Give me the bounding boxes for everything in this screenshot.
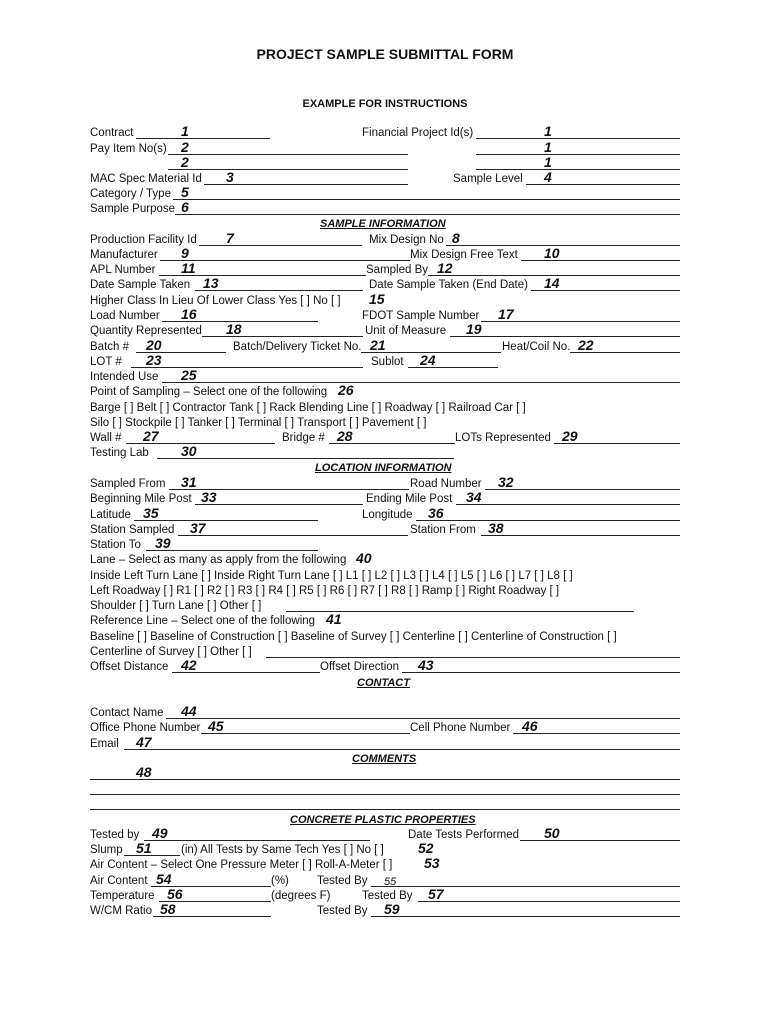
- unit-of-measure-label: Unit of Measure: [365, 325, 447, 337]
- pay-item-field[interactable]: [168, 154, 408, 155]
- field-number-20: 20: [146, 337, 162, 353]
- manufacturer-label: Manufacturer: [90, 249, 158, 261]
- contract-field[interactable]: [136, 138, 270, 139]
- apl-number-label: APL Number: [90, 264, 156, 276]
- cell-phone-label: Cell Phone Number: [410, 722, 511, 734]
- wcm-tested-by-field[interactable]: [371, 916, 680, 917]
- manufacturer-field[interactable]: [160, 260, 410, 261]
- temp-tested-by-label: Tested By: [362, 890, 413, 902]
- date-tests-performed-label: Date Tests Performed: [408, 829, 520, 841]
- batch-delivery-ticket-label: Batch/Delivery Ticket No.: [233, 341, 362, 353]
- lot-no-label: LOT #: [90, 356, 122, 368]
- offset-distance-label: Offset Distance: [90, 661, 169, 673]
- field-number-11: 11: [181, 260, 196, 276]
- station-from-field[interactable]: [481, 535, 680, 536]
- tested-by-field[interactable]: [144, 840, 370, 841]
- contract-label: Contract: [90, 127, 134, 139]
- financial-project-ids-field-3[interactable]: [476, 169, 680, 170]
- ending-mile-post-label: Ending Mile Post: [366, 493, 453, 505]
- field-number-34: 34: [466, 489, 482, 505]
- field-number-40: 40: [356, 550, 372, 566]
- temp-tested-by-field[interactable]: [418, 901, 680, 902]
- production-facility-label: Production Facility Id: [90, 234, 197, 246]
- reference-line-label: Reference Line – Select one of the following: [90, 615, 316, 627]
- field-number-22: 22: [578, 337, 594, 353]
- field-number-41: 41: [326, 611, 342, 627]
- load-number-label: Load Number: [90, 310, 160, 322]
- sample-level-label: Sample Level: [453, 173, 523, 185]
- ending-mile-post-field[interactable]: [456, 504, 680, 505]
- wcm-tested-by-label: Tested By: [317, 905, 368, 917]
- office-phone-label: Office Phone Number: [90, 722, 201, 734]
- field-number-51: 51: [136, 840, 152, 856]
- section-location-information: LOCATION INFORMATION: [315, 462, 452, 474]
- field-number-4: 4: [544, 169, 552, 185]
- temperature-label: Temperature: [90, 890, 155, 902]
- field-number-35: 35: [143, 505, 159, 521]
- field-number-57: 57: [428, 886, 444, 902]
- reference-options-row-1[interactable]: Baseline [ ] Baseline of Construction [ ] Baseline of Survey [ ] Centerline [ ] Centerline of Construction [ ]: [90, 631, 617, 643]
- field-number-55: 55: [384, 876, 397, 888]
- testing-lab-field[interactable]: [157, 458, 454, 459]
- field-number-1: 1: [544, 154, 552, 170]
- field-number-8: 8: [452, 230, 460, 246]
- field-number-1: 1: [544, 139, 552, 155]
- field-number-39: 39: [155, 535, 171, 551]
- field-number-50: 50: [544, 825, 560, 841]
- email-field[interactable]: [124, 749, 680, 750]
- office-phone-field[interactable]: [201, 733, 410, 734]
- field-number-16: 16: [181, 306, 197, 322]
- date-sample-taken-label: Date Sample Taken: [90, 279, 191, 291]
- latitude-label: Latitude: [90, 509, 131, 521]
- sampled-from-label: Sampled From: [90, 478, 166, 490]
- intended-use-field[interactable]: [162, 382, 680, 383]
- latitude-field[interactable]: [134, 520, 318, 521]
- air-content-label: Air Content: [90, 875, 148, 887]
- field-number-36: 36: [428, 505, 444, 521]
- field-number-7: 7: [226, 230, 234, 246]
- field-number-1: 1: [544, 123, 552, 139]
- field-number-45: 45: [208, 718, 224, 734]
- intended-use-label: Intended Use: [90, 371, 159, 383]
- beginning-mile-post-field[interactable]: [195, 504, 363, 505]
- financial-project-ids-field[interactable]: [476, 138, 680, 139]
- longitude-field[interactable]: [416, 520, 680, 521]
- field-number-56: 56: [167, 886, 183, 902]
- tested-by-label: Tested by: [90, 829, 140, 841]
- field-number-5: 5: [181, 184, 189, 200]
- comments-line-1[interactable]: [90, 779, 680, 780]
- reference-other-field[interactable]: [266, 657, 680, 658]
- section-comments: COMMENTS: [352, 753, 417, 765]
- field-number-38: 38: [488, 520, 504, 536]
- field-number-2: 2: [181, 139, 189, 155]
- contact-name-label: Contact Name: [90, 707, 164, 719]
- station-sampled-label: Station Sampled: [90, 524, 175, 536]
- field-number-27: 27: [143, 428, 159, 444]
- road-number-field[interactable]: [485, 489, 680, 490]
- cell-phone-field[interactable]: [513, 733, 680, 734]
- form-subtitle: EXAMPLE FOR INSTRUCTIONS: [302, 98, 468, 110]
- section-concrete-plastic-properties: CONCRETE PLASTIC PROPERTIES: [290, 814, 476, 826]
- sample-purpose-label: Sample Purpose: [90, 203, 176, 215]
- field-number-46: 46: [522, 718, 538, 734]
- field-number-47: 47: [136, 734, 152, 750]
- mac-spec-label: MAC Spec Material Id: [90, 173, 202, 185]
- mix-design-no-label: Mix Design No: [369, 234, 444, 246]
- field-number-3: 3: [226, 169, 234, 185]
- field-number-1: 1: [181, 123, 189, 139]
- date-sample-taken-end-label: Date Sample Taken (End Date): [369, 279, 528, 291]
- reference-options-row-2[interactable]: Centerline of Survey [ ] Other [ ]: [90, 646, 252, 658]
- field-number-30: 30: [181, 443, 197, 459]
- field-number-18: 18: [226, 321, 242, 337]
- field-number-53: 53: [424, 855, 440, 871]
- beginning-mile-post-label: Beginning Mile Post: [90, 493, 192, 505]
- financial-project-ids-label: Financial Project Id(s): [362, 127, 474, 139]
- point-of-sampling-label: Point of Sampling – Select one of the following: [90, 386, 328, 398]
- offset-direction-field[interactable]: [402, 672, 680, 673]
- station-to-field[interactable]: [146, 550, 318, 551]
- sampling-options-row-1[interactable]: Barge [ ] Belt [ ] Contractor Tank [ ] Rack Blending Line [ ] Roadway [ ] Railroad Car [ ]: [90, 402, 526, 414]
- field-number-17: 17: [498, 306, 514, 322]
- pay-item-label: Pay Item No(s): [90, 143, 167, 155]
- production-facility-field[interactable]: [199, 245, 362, 246]
- field-number-15: 15: [369, 291, 385, 307]
- lane-options-row-1[interactable]: Inside Left Turn Lane [ ] Inside Right Turn Lane [ ] L1 [ ] L2 [ ] L3 [ ] L4 [ ] L5 [ ] L6 [ ] L7 [ ] L8 [ ]: [90, 570, 573, 582]
- air-content-unit: (%): [271, 875, 289, 887]
- comments-line-3[interactable]: [90, 809, 680, 810]
- comments-line-2[interactable]: [90, 794, 680, 795]
- longitude-label: Longitude: [362, 509, 413, 521]
- field-number-23: 23: [146, 352, 162, 368]
- fdot-sample-number-label: FDOT Sample Number: [362, 310, 480, 322]
- category-type-label: Category / Type: [90, 188, 171, 200]
- mac-spec-field[interactable]: [204, 184, 408, 185]
- field-number-26: 26: [338, 382, 354, 398]
- mix-design-no-field[interactable]: [446, 245, 680, 246]
- field-number-49: 49: [152, 825, 168, 841]
- lane-select-label: Lane – Select as many as apply from the following: [90, 554, 347, 566]
- field-number-25: 25: [181, 367, 197, 383]
- lane-options-row-3[interactable]: Shoulder [ ] Turn Lane [ ] Other [ ]: [90, 600, 262, 612]
- field-number-24: 24: [420, 352, 436, 368]
- station-from-label: Station From: [410, 524, 476, 536]
- offset-direction-label: Offset Direction: [320, 661, 400, 673]
- slump-field[interactable]: [124, 855, 180, 856]
- field-number-54: 54: [156, 871, 172, 887]
- field-number-9: 9: [181, 245, 189, 261]
- wcm-ratio-label: W/CM Ratio: [90, 905, 152, 917]
- field-number-2: 2: [181, 154, 189, 170]
- section-sample-information: SAMPLE INFORMATION: [320, 218, 446, 230]
- financial-project-ids-field-2[interactable]: [476, 154, 680, 155]
- section-contact: CONTACT: [357, 677, 410, 689]
- unit-of-measure-field[interactable]: [450, 336, 680, 337]
- field-number-31: 31: [181, 474, 197, 490]
- field-number-28: 28: [337, 428, 353, 444]
- batch-no-label: Batch #: [90, 341, 129, 353]
- heat-coil-no-label: Heat/Coil No.: [502, 341, 571, 353]
- lots-represented-label: LOTs Represented: [455, 432, 551, 444]
- station-to-label: Station To: [90, 539, 141, 551]
- bridge-no-label: Bridge #: [282, 432, 325, 444]
- field-number-32: 32: [498, 474, 514, 490]
- quantity-represented-label: Quantity Represented: [90, 325, 202, 337]
- field-number-59: 59: [384, 901, 400, 917]
- field-number-12: 12: [437, 260, 453, 276]
- testing-lab-label: Testing Lab: [90, 447, 149, 459]
- date-sample-taken-field[interactable]: [195, 290, 363, 291]
- form-title: PROJECT SAMPLE SUBMITTAL FORM: [256, 46, 514, 62]
- field-number-43: 43: [418, 657, 434, 673]
- field-number-19: 19: [466, 321, 482, 337]
- field-number-33: 33: [201, 489, 217, 505]
- lot-no-field[interactable]: [131, 367, 363, 368]
- slump-same-tech-label[interactable]: (in) All Tests by Same Tech Yes [ ] No [ ]: [181, 844, 384, 856]
- mix-design-free-text-label: Mix Design Free Text: [410, 249, 518, 261]
- air-tested-by-label: Tested By: [317, 875, 368, 887]
- field-number-58: 58: [160, 901, 176, 917]
- station-sampled-field[interactable]: [178, 535, 408, 536]
- temperature-unit: (degrees F): [271, 890, 331, 902]
- field-number-44: 44: [181, 703, 197, 719]
- contact-name-field[interactable]: [166, 718, 680, 719]
- sublot-label: Sublot: [371, 356, 404, 368]
- email-label: Email: [90, 738, 119, 750]
- field-number-21: 21: [370, 337, 386, 353]
- road-number-label: Road Number: [410, 478, 482, 490]
- field-number-14: 14: [544, 275, 560, 291]
- category-type-field[interactable]: [173, 199, 680, 200]
- higher-class-label: Higher Class In Lieu Of Lower Class Yes [ ] No [ ]: [90, 295, 341, 307]
- pay-item-field-2[interactable]: [168, 169, 408, 170]
- field-number-10: 10: [544, 245, 560, 261]
- sampling-options-row-2[interactable]: Silo [ ] Stockpile [ ] Tanker [ ] Terminal [ ] Transport [ ] Pavement [ ]: [90, 417, 427, 429]
- sample-purpose-field[interactable]: [175, 214, 680, 215]
- wall-no-label: Wall #: [90, 432, 122, 444]
- air-content-select-label[interactable]: Air Content – Select One Pressure Meter [ ] Roll-A-Meter [ ]: [90, 859, 393, 871]
- field-number-37: 37: [190, 520, 206, 536]
- lane-options-row-2[interactable]: Left Roadway [ ] R1 [ ] R2 [ ] R3 [ ] R4 [ ] R5 [ ] R6 [ ] R7 [ ] R8 [ ] Ramp [ ] Right Roadway [ ]: [90, 585, 560, 597]
- slump-label: Slump: [90, 844, 123, 856]
- sampled-by-label: Sampled By: [366, 264, 429, 276]
- field-number-52: 52: [418, 840, 434, 856]
- air-tested-by-field[interactable]: [371, 886, 680, 887]
- field-number-42: 42: [181, 657, 197, 673]
- field-number-48: 48: [136, 764, 152, 780]
- field-number-29: 29: [562, 428, 578, 444]
- field-number-6: 6: [181, 199, 189, 215]
- field-number-13: 13: [203, 275, 219, 291]
